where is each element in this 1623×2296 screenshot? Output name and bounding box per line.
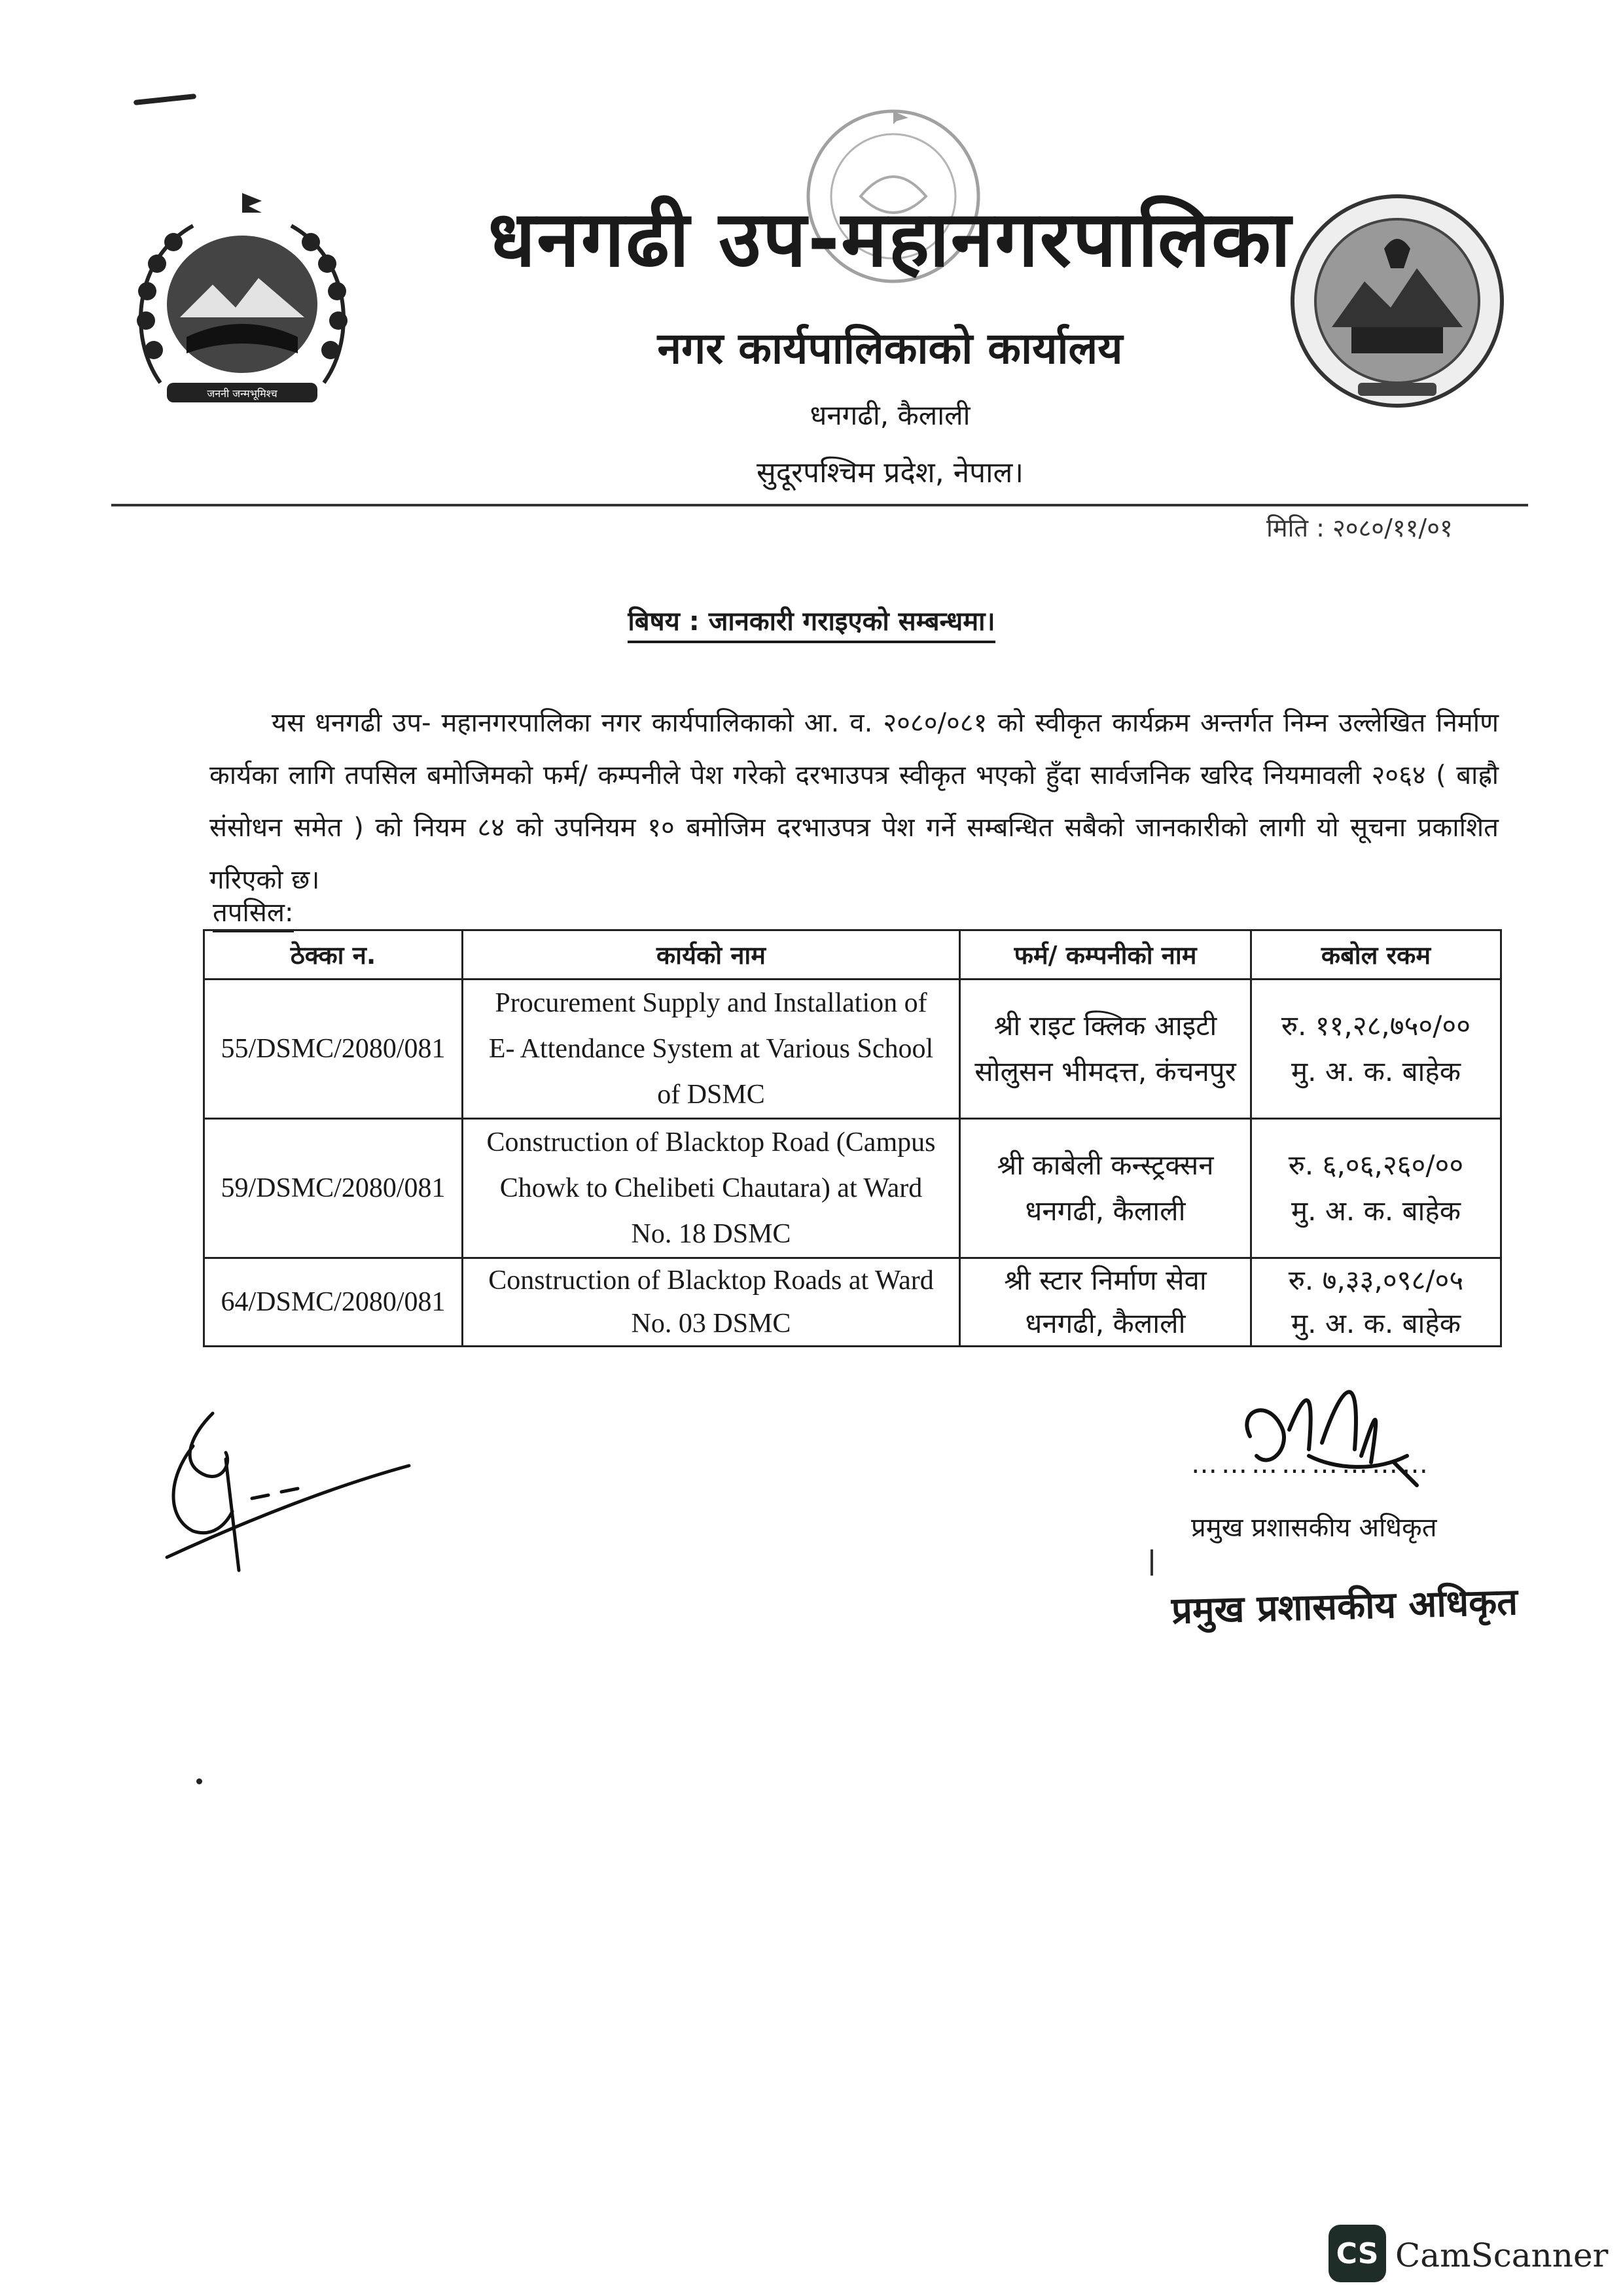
table-header-row bbox=[204, 930, 1501, 980]
work-line: No. 03 DSMC bbox=[631, 1309, 791, 1339]
firm-name-cell bbox=[960, 1119, 1251, 1258]
camscanner-logo-text: CS bbox=[1336, 2236, 1379, 2270]
firm-line: श्री काबेली कन्स्ट्रक्सन bbox=[997, 1149, 1214, 1181]
amount-note: मु. अ. क. बाहेक bbox=[1291, 1055, 1461, 1087]
firm-line: सोलुसन भीमदत्त, कंचनपुर bbox=[974, 1055, 1236, 1087]
stray-dot bbox=[196, 1778, 202, 1784]
right-signature-icon bbox=[1230, 1358, 1427, 1502]
work-line: No. 18 DSMC bbox=[631, 1219, 791, 1249]
letter-date: मिति : २०८०/११/०१ bbox=[1266, 514, 1453, 542]
camscanner-name: CamScanner bbox=[1395, 2236, 1609, 2274]
amount-cell bbox=[1251, 1258, 1501, 1347]
firm-name-cell bbox=[960, 1258, 1251, 1347]
contract-no-cell: 59/DSMC/2080/081 bbox=[204, 1119, 463, 1258]
office-name: नगर कार्यपालिकाको कार्यालय bbox=[657, 323, 1123, 374]
firm-line: श्री राइट क्लिक आइटी bbox=[993, 1010, 1217, 1042]
contract-no-cell: 55/DSMC/2080/081 bbox=[204, 980, 463, 1119]
amount-value: रु. ११,२८,७५०/०० bbox=[1281, 1010, 1471, 1042]
left-signature-icon bbox=[154, 1407, 416, 1603]
table-row bbox=[204, 1258, 1501, 1347]
municipality-title: धनगढी उप-महानगरपालिका bbox=[488, 194, 1293, 284]
details-label: तपसिल: bbox=[213, 893, 294, 932]
subject-text: बिषय : जानकारी गराइएको सम्बन्धमा। bbox=[628, 607, 995, 643]
work-line: Construction of Blacktop Road (Campus bbox=[486, 1127, 936, 1157]
header-work-name: कार्यको नाम bbox=[463, 930, 960, 980]
stray-mark bbox=[1150, 1549, 1153, 1576]
work-line: Procurement Supply and Installation of bbox=[495, 988, 927, 1018]
contracts-table bbox=[203, 929, 1502, 1347]
subject-line bbox=[0, 602, 1623, 638]
work-line: E- Attendance System at Various School bbox=[488, 1034, 934, 1064]
header-amount: कबोल रकम bbox=[1251, 930, 1501, 980]
firm-line: श्री स्टार निर्माण सेवा bbox=[1004, 1264, 1207, 1296]
stamp-signatory-title: प्रमुख प्रशासकीय अधिकृत bbox=[1171, 1581, 1518, 1633]
work-line: Chowk to Chelibeti Chautara) at Ward bbox=[499, 1173, 923, 1203]
svg-text:जननी जन्मभूमिश्च: जननी जन्मभूमिश्च bbox=[207, 387, 277, 400]
work-name-cell bbox=[463, 1258, 960, 1347]
work-name-cell bbox=[463, 1119, 960, 1258]
pen-mark bbox=[134, 94, 196, 105]
work-line: Construction of Blacktop Roads at Ward bbox=[488, 1265, 934, 1296]
amount-note: मु. अ. क. बाहेक bbox=[1291, 1195, 1461, 1227]
contract-no-cell: 64/DSMC/2080/081 bbox=[204, 1258, 463, 1347]
header-divider bbox=[111, 504, 1528, 506]
header-contract-no: ठेक्का न. bbox=[204, 930, 463, 980]
firm-name-cell bbox=[960, 980, 1251, 1119]
amount-value: रु. ७,३३,०९८/०५ bbox=[1288, 1264, 1464, 1296]
amount-cell bbox=[1251, 980, 1501, 1119]
amount-note: मु. अ. क. बाहेक bbox=[1291, 1307, 1461, 1339]
table-row bbox=[204, 980, 1501, 1119]
work-line: of DSMC bbox=[657, 1080, 765, 1110]
firm-line: धनगढी, कैलाली bbox=[1025, 1307, 1186, 1339]
amount-value: रु. ६,०६,२६०/०० bbox=[1288, 1149, 1464, 1181]
table-row bbox=[204, 1119, 1501, 1258]
amount-cell bbox=[1251, 1119, 1501, 1258]
camscanner-logo-icon bbox=[1329, 2225, 1386, 2282]
notice-body: यस धनगढी उप- महानगरपालिका नगर कार्यपालिकाको आ. व. २०८०/०८१ को स्वीकृत कार्यक्रम अन्तर्गत निम्न उल्लेखित निर्माण कार्यका लागि तपसिल बमोजिमको फर्म/ कम्पनीले पेश गरेको दरभाउपत्र स्वीकृत भएको हुँदा सार्वजनिक खरिद नियमावली २०६४ ( बाह्रौ संसोधन समेत ) को नियम ८४ को उपनियम १० बमोजिम दरभाउपत्र पेश गर्ने सम्बन्धित सबैको जानकारीको लागी यो सूचना प्रकाशित गरिएको छ। bbox=[209, 708, 1499, 895]
header-firm-name: फर्म/ कम्पनीको नाम bbox=[960, 930, 1251, 980]
city-line: धनगढी, कैलाली bbox=[810, 399, 971, 431]
signatory-title: प्रमुख प्रशासकीय अधिकृत bbox=[1191, 1513, 1437, 1543]
province-line: सुदूरपश्चिम प्रदेश, नेपाल। bbox=[756, 456, 1024, 489]
signature-dots: …………………… bbox=[1191, 1449, 1432, 1479]
firm-line: धनगढी, कैलाली bbox=[1025, 1195, 1186, 1227]
work-name-cell bbox=[463, 980, 960, 1119]
